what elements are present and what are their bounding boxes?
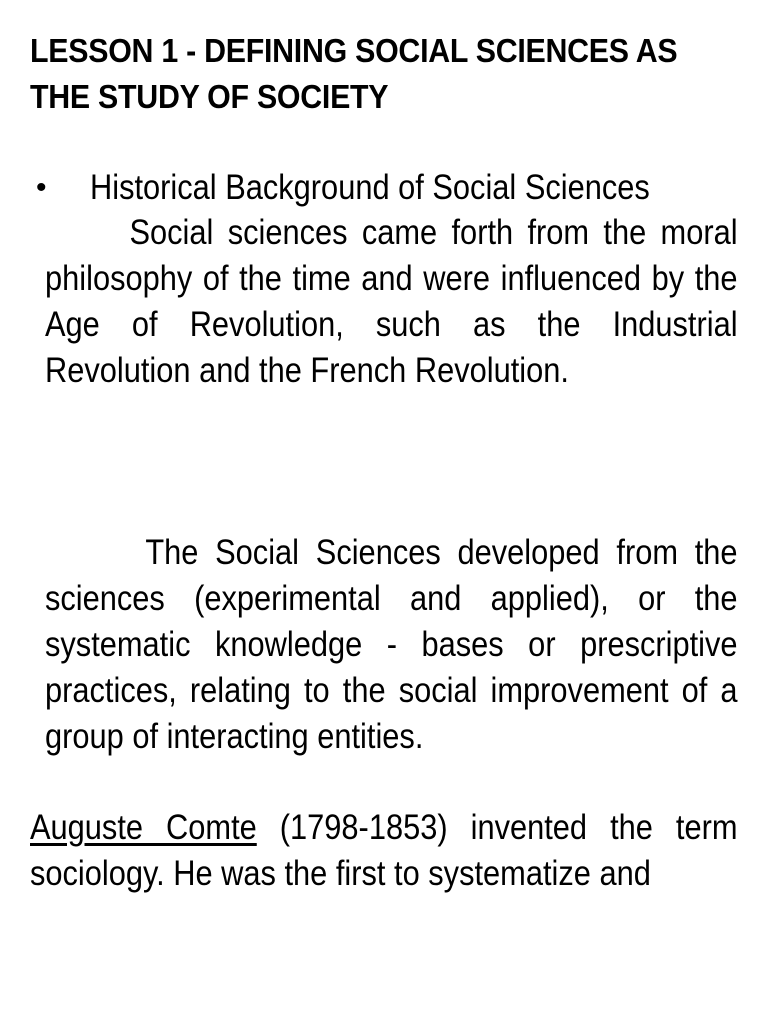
section-heading-row: [36, 165, 726, 211]
paragraph-text: [30, 805, 738, 897]
paragraph-text: The Social Sciences developed from the sciences (experimental and applied), or the systematic knowledge - bases or prescriptive practices, relating to the social improvement of a group of interacting entities.: [45, 533, 738, 756]
comte-name-link[interactable]: Auguste Comte: [30, 808, 257, 847]
paragraph-text: Social sciences came forth from the moral philosophy of the time and were influenced by the Age of Revolution, such as the Industrial Revolution and the French Revolution.: [45, 213, 738, 390]
comte-description: (1798-1853) invented the term sociology. He was the first to systematize and: [30, 808, 738, 893]
paragraph-comte: [30, 805, 738, 897]
lesson-title: LESSON 1 - DEFINING SOCIAL SCIENCES AS THE STUDY OF SOCIETY: [30, 32, 678, 115]
paragraph-development: [45, 530, 738, 760]
paragraph-historical-background: [45, 210, 738, 394]
bullet-icon: •: [36, 171, 47, 204]
section-heading: Historical Background of Social Sciences: [90, 168, 650, 207]
